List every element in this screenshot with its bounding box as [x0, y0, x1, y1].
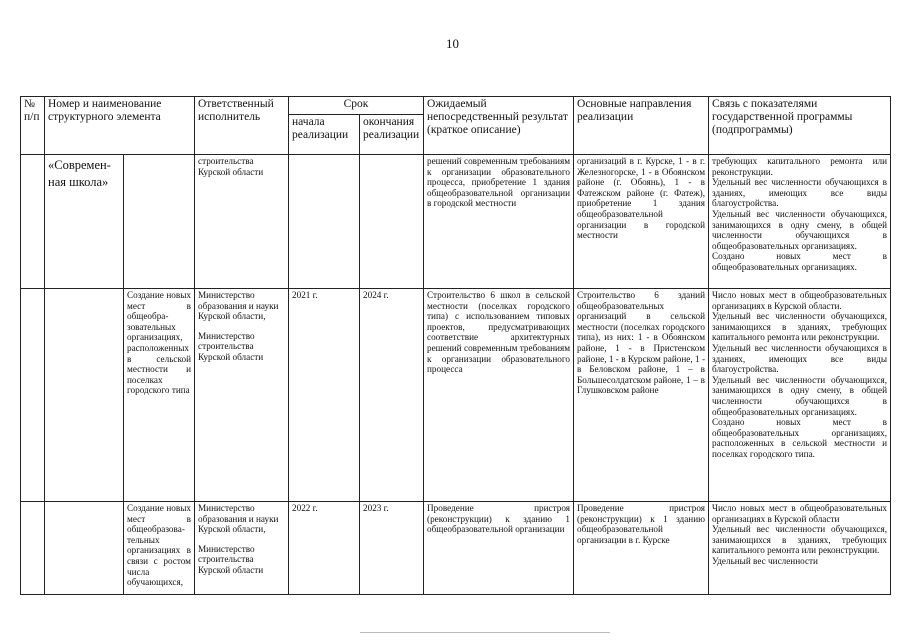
page-number: 10 — [446, 36, 459, 51]
table-row — [21, 502, 891, 595]
group-label: «Современ-ная школа» — [45, 155, 124, 288]
cell-directions: Проведение пристроя (реконструкции) к 1 зданию общеобразовательной организации в г. Курске — [574, 502, 709, 595]
header-executor: Ответственный исполнитель — [195, 97, 289, 155]
executor-line: Министерство строительства Курской области — [198, 330, 264, 362]
cell-executor — [195, 289, 289, 502]
cell-directions: организаций в г. Курске, 1 - в г. Железногорске, 1 - в Обоянском районе (г. Обоянь), 1 - в Фатежском районе (г. Фатеж), приобретение 1 здания общеобразовательной организации в городской местности — [574, 155, 709, 289]
cell-end: 2024 г. — [360, 289, 424, 502]
cell-number — [21, 502, 45, 595]
cell-links — [709, 502, 891, 595]
cell-structural-element — [45, 502, 195, 595]
cell-start: 2022 г. — [289, 502, 360, 595]
link-item: Удельный вес численности обучающихся, занимающихся в зданиях, требующих капитального ремонта или реконструкции. — [712, 524, 888, 556]
cell-result: Строительство 6 школ в сельской местности (поселках городского типа) с использованием типовых проектов, предусматривающих соответствие архитектурных решений современным требованиям к организации образовательного процесса — [424, 289, 574, 502]
cell-start: 2021 г. — [289, 289, 360, 502]
link-item: Удельный вес численности обучающихся, занимающихся в одну смену, в общей численности обучающихся в общеобразовательных организациях. — [712, 208, 888, 251]
link-item: Удельный вес численности обучающихся в зданиях, имеющих все виды благоустройства. — [712, 177, 888, 209]
executor-line: Министерство строительства Курской области — [198, 543, 264, 575]
element-name: Создание новых мест в общеобра-зовательных организациях, расположенных в сельской местности и поселках городского типа — [127, 290, 191, 396]
cell-start — [289, 155, 360, 289]
header-number: № п/п — [21, 97, 45, 155]
cell-structural-element — [45, 155, 195, 289]
header-term-start: начала реализации — [289, 115, 360, 155]
header-directions: Основные направления реализации — [574, 97, 709, 155]
cell-number — [21, 289, 45, 502]
link-item: Удельный вес численности — [712, 555, 818, 566]
group-label — [45, 289, 124, 501]
cell-result: Проведение пристроя (реконструкции) к зданию 1 общеобразовательной организации — [424, 502, 574, 595]
element-name: Создание новых мест в общеобразова-тельных организациях в связи с ростом числа обучающихся, — [127, 503, 191, 588]
cell-end: 2023 г. — [360, 502, 424, 595]
cell-executor — [195, 502, 289, 595]
header-term: Срок — [289, 97, 424, 115]
cell-result: решений современным требованиям к организации образовательного процесса, приобретение 1 здания общеобразовательной организации в городской местности — [424, 155, 574, 289]
link-item: Создано новых мест в общеобразовательных организациях, расположенных в сельской местности и поселках городского типа. — [712, 417, 888, 459]
header-term-end: окончания реализации — [360, 115, 424, 155]
header-structural-element: Номер и наименование структурного элемента — [45, 97, 195, 155]
cell-structural-element — [45, 289, 195, 502]
link-item: Удельный вес численности обучающихся, занимающихся в зданиях, требующих капитального ремонта или реконструкции. — [712, 311, 888, 343]
link-item: Удельный вес численности обучающихся, занимающихся в одну смену, в общей численности обучающихся в общеобразовательных организациях. — [712, 374, 888, 417]
cell-directions: Строительство 6 зданий общеобразовательных организаций в сельской местности (поселках городского типа), из них: 1 - в Обоянском районе, 1 - в Пристенском районе, 1 - в Курском районе, 1 - в Беловском районе, 1 – в Большесолдатском районе, 1 – в Глушковском районе — [574, 289, 709, 502]
table-row — [21, 289, 891, 502]
scan-artifact-line — [360, 632, 610, 633]
program-table — [20, 96, 891, 595]
cell-links — [709, 155, 891, 289]
table-row — [21, 155, 891, 289]
link-item: Создано новых мест в общеобразовательных организациях. — [712, 251, 888, 272]
cell-links — [709, 289, 891, 502]
link-item: требующих капитального ремонта или реконструкции. — [712, 156, 888, 177]
link-item: Удельный вес численности обучающихся в зданиях, имеющих все виды благоустройства. — [712, 342, 888, 375]
header-expected-result: Ожидаемый непосредственный результат (краткое описание) — [424, 97, 574, 155]
header-indicators-link: Связь с показателями государственной программы (подпрограммы) — [709, 97, 891, 155]
group-label — [45, 502, 124, 594]
executor-line: Министерство образования и науки Курской области, — [198, 290, 279, 322]
link-item: Число новых мест в общеобразовательных организациях в Курской области. — [712, 290, 888, 311]
element-name — [124, 155, 195, 288]
executor-line: Министерство образования и науки Курской области, — [198, 503, 279, 535]
cell-number — [21, 155, 45, 289]
link-item: Число новых мест в общеобразовательных организациях в Курской области — [712, 503, 888, 524]
cell-executor: строительства Курской области — [195, 155, 289, 289]
cell-end — [360, 155, 424, 289]
